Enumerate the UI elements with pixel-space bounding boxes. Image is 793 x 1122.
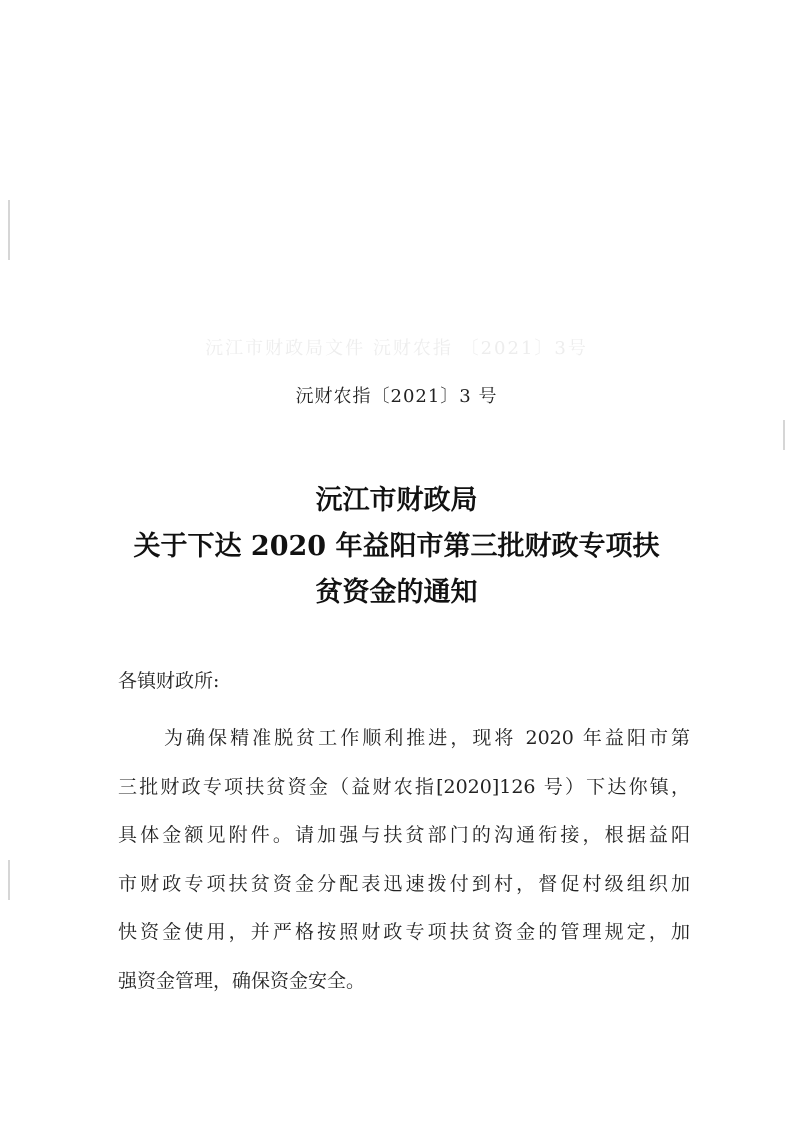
salutation: 各镇财政所: [118, 670, 220, 692]
title-line-3: 贫资金的通知 [315, 577, 478, 608]
scan-edge-mark [8, 860, 10, 900]
body-line: 具体金额见附件。请加强与扶贫部门的沟通衔接，根据益阳 [118, 824, 690, 846]
body-line: 市财政专项扶贫资金分配表迅速拨付到村，督促村级组织加 [118, 872, 690, 895]
scan-edge-mark [8, 200, 10, 260]
faint-header-text: 沅江市财政局文件 沅财农指 〔2021〕3号 [205, 338, 588, 359]
body-line: 为确保精准脱贫工作顺利推进，现将 2020 年益阳市第 [164, 727, 690, 749]
scan-edge-mark [783, 420, 785, 450]
title-line-2: 关于下达 2020 年益阳市第三批财政专项扶 [133, 531, 660, 562]
body-line: 三批财政专项扶贫资金（益财农指[2020]126 号）下达你镇， [118, 775, 690, 798]
body-paragraph [118, 714, 690, 1005]
title-line-1: 沅江市财政局 [315, 485, 478, 516]
body-line: 快资金使用，并严格按照财政专项扶贫资金的管理规定，加 [118, 921, 690, 943]
document-number: 沅财农指〔2021〕3 号 [295, 386, 498, 407]
document-title [100, 478, 693, 616]
body-line: 强资金管理，确保资金安全。 [118, 969, 366, 992]
